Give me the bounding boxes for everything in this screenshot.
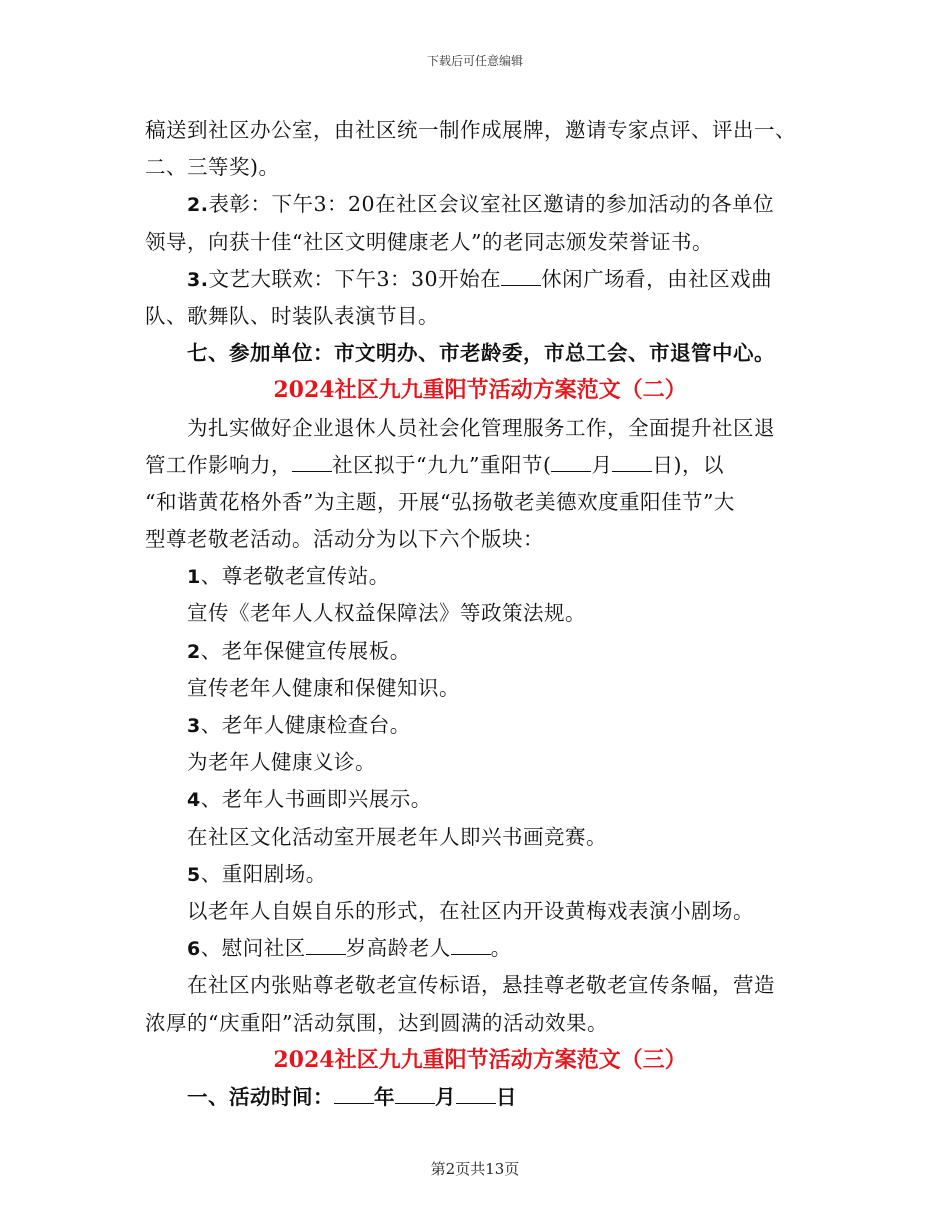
paragraph-line bbox=[145, 447, 815, 484]
list-item bbox=[145, 781, 815, 818]
text-run: 管工作影响力， bbox=[145, 452, 292, 477]
fill-blank bbox=[612, 451, 652, 472]
item-description: 以老年人自娱自乐的形式，在社区内开设黄梅戏表演小剧场。 bbox=[187, 898, 754, 923]
fill-blank bbox=[501, 265, 541, 286]
paragraph-line: 型尊老敬老活动。活动分为以下六个版块： bbox=[145, 527, 544, 552]
fill-blank bbox=[551, 451, 591, 472]
item-description: 在社区文化活动室开展老年人即兴书画竞赛。 bbox=[187, 824, 607, 849]
text-run: 月 bbox=[435, 1084, 456, 1109]
paragraph-line: 稿送到社区办公室，由社区统一制作成展牌，邀请专家点评、评出一、 bbox=[145, 118, 796, 142]
item-text: 文艺大联欢：下午3：30开始在 bbox=[208, 266, 502, 291]
page-header: 下载后可任意编辑 bbox=[426, 54, 523, 68]
item-description: 宣传《老年人人权益保障法》等政策法规。 bbox=[187, 601, 586, 626]
item-text: 表彰：下午3：20在社区会议室社区邀请的参加活动的各单位 bbox=[208, 192, 775, 217]
document-body bbox=[145, 112, 815, 1116]
fill-blank bbox=[334, 1083, 374, 1104]
paragraph-line: 为扎实做好企业退休人员社会化管理服务工作，全面提升社区退 bbox=[187, 415, 775, 440]
page-footer: 第2页共13页 bbox=[430, 1160, 520, 1178]
paragraph-line: 浓厚的“庆重阳”活动氛围，达到圆满的活动效果。 bbox=[145, 1010, 608, 1035]
paragraph-line: 在社区内张贴尊老敬老宣传标语，悬挂尊老敬老宣传条幅，营造 bbox=[187, 973, 775, 998]
list-item bbox=[145, 558, 815, 595]
fill-blank bbox=[306, 934, 346, 955]
item-text: 、老年保健宣传展板。 bbox=[200, 638, 411, 663]
item-number: 2 bbox=[187, 640, 201, 663]
text-run: 、慰问社区 bbox=[200, 936, 306, 961]
section-title: 2024社区九九重阳节活动方案范文（三） bbox=[273, 1046, 687, 1073]
text-run: 岁高龄老人 bbox=[345, 936, 451, 961]
item-number: 3 bbox=[187, 715, 201, 737]
text-run: 年 bbox=[374, 1084, 395, 1109]
paragraph-line: 领导，向获十佳“社区文明健康老人”的老同志颁发荣誉证书。 bbox=[145, 229, 713, 254]
item-number: 1 bbox=[187, 566, 201, 589]
text-run: 社区拟于“九九”重阳节( bbox=[332, 452, 552, 477]
item-number: 2. bbox=[187, 194, 209, 217]
list-item bbox=[145, 261, 815, 298]
text-run: 一、活动时间： bbox=[187, 1084, 334, 1109]
list-item bbox=[145, 186, 815, 223]
paragraph-line: “和谐黄花格外香”为主题，开展“弘扬敬老美德欢度重阳佳节”大 bbox=[145, 489, 735, 514]
section-title: 2024社区九九重阳节活动方案范文（二） bbox=[273, 377, 687, 404]
list-item bbox=[145, 856, 815, 893]
section-heading bbox=[145, 1079, 815, 1116]
paragraph-line: 二、三等奖)。 bbox=[145, 155, 280, 180]
fill-blank bbox=[395, 1083, 435, 1104]
section-heading: 七、参加单位：市文明办、市老龄委，市总工会、市退管中心。 bbox=[187, 341, 775, 366]
item-number: 4 bbox=[187, 789, 201, 812]
item-number: 3. bbox=[187, 268, 209, 291]
text-run: 。 bbox=[490, 936, 512, 961]
item-text: 、重阳剧场。 bbox=[200, 861, 327, 886]
fill-blank bbox=[451, 934, 491, 955]
item-description: 为老年人健康义诊。 bbox=[187, 750, 376, 775]
item-number: 6 bbox=[187, 938, 201, 961]
item-text: 、老年人书画即兴展示。 bbox=[200, 787, 432, 812]
item-text: 、尊老敬老宣传站。 bbox=[200, 564, 390, 589]
paragraph-line: 队、歌舞队、时装队表演节目。 bbox=[145, 303, 439, 328]
item-text: 休闲广场看，由社区戏曲 bbox=[541, 266, 773, 291]
list-item bbox=[145, 633, 815, 670]
fill-blank bbox=[456, 1083, 496, 1104]
fill-blank bbox=[292, 451, 332, 472]
list-item bbox=[145, 930, 815, 967]
text-run: 日 bbox=[496, 1084, 517, 1109]
list-item bbox=[145, 707, 815, 744]
text-run: 月 bbox=[591, 452, 613, 477]
text-run: 日)，以 bbox=[652, 452, 724, 477]
item-number: 5 bbox=[187, 863, 201, 886]
item-text: 、老年人健康检查台。 bbox=[200, 713, 411, 737]
item-description: 宣传老年人健康和保健知识。 bbox=[187, 675, 460, 700]
